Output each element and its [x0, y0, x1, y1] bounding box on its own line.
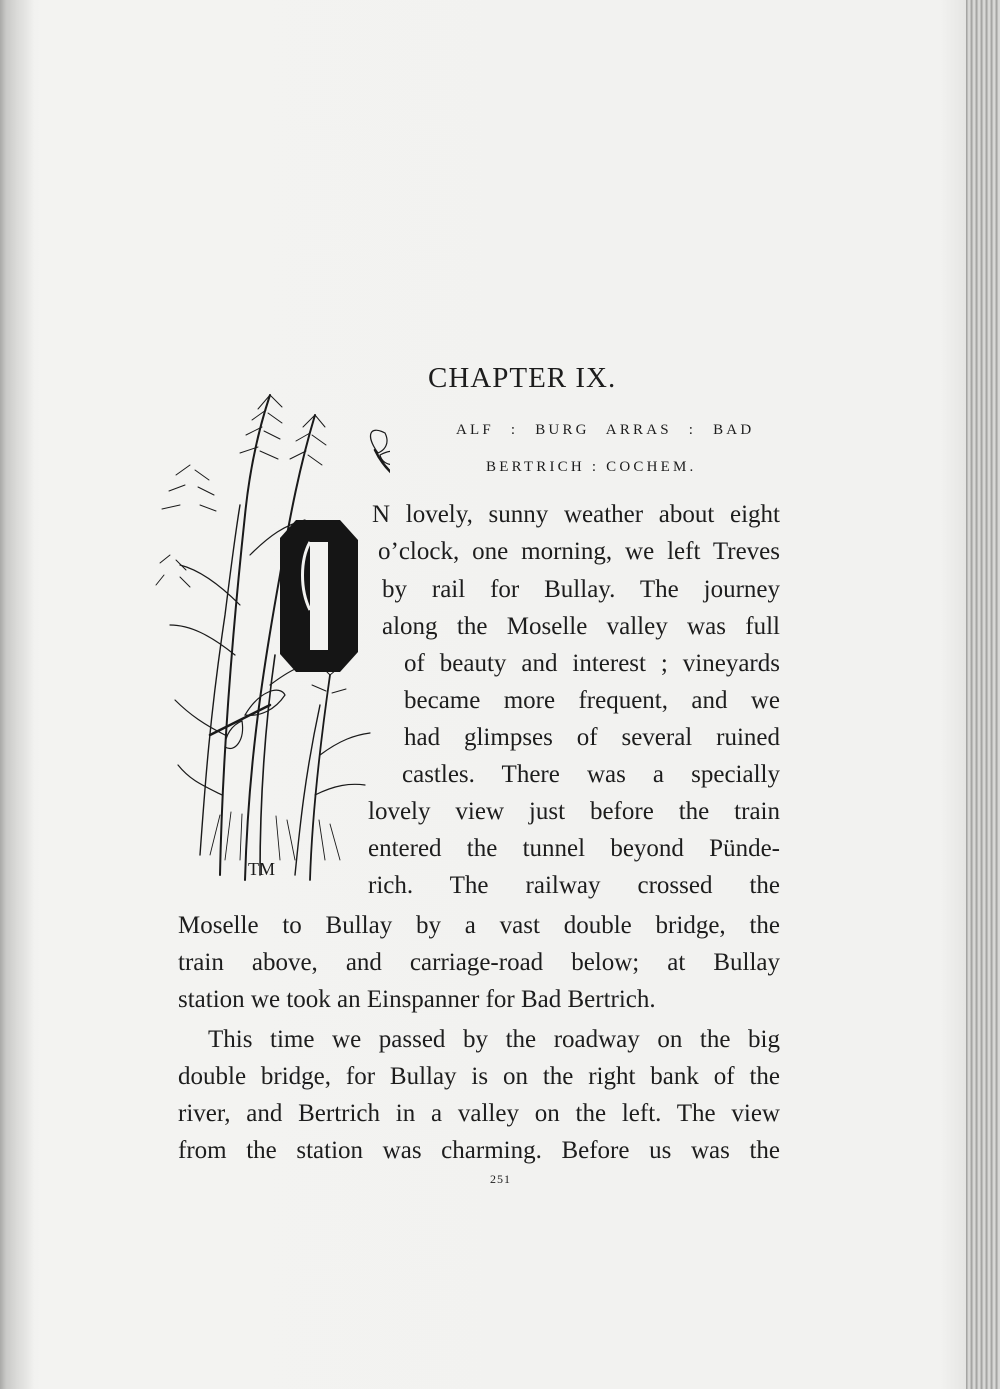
- text-line: entered the tunnel beyond Pünde-: [368, 835, 780, 862]
- text-line: station we took an Einspanner for Bad Bertrich.: [178, 986, 656, 1013]
- text-line: of beauty and interest ; vineyards: [404, 650, 780, 677]
- text-line: rich. The railway crossed the: [368, 872, 780, 899]
- text-line: train above, and carriage-road below; at Bullay: [178, 949, 780, 976]
- chapter-subtitle-line-2: BERTRICH : COCHEM.: [486, 459, 697, 475]
- text-line: river, and Bertrich in a valley on the left. The view: [178, 1100, 780, 1127]
- text-line: lovely view just before the train: [368, 798, 780, 825]
- text-line: from the station was charming. Before us was the: [178, 1137, 780, 1164]
- artist-signature: TM: [248, 859, 275, 879]
- page-edges: [966, 0, 1000, 1389]
- text-line: This time we passed by the roadway on the big: [208, 1026, 780, 1053]
- text-line: N lovely, sunny weather about eight: [372, 501, 780, 528]
- chapter-title: CHAPTER IX.: [428, 362, 617, 394]
- text-line: by rail for Bullay. The journey: [382, 576, 780, 603]
- text-line: o’clock, one morning, we left Treves: [378, 538, 780, 565]
- chapter-subtitle-line-1: ALF : BURG ARRAS : BAD: [456, 422, 755, 438]
- text-line: along the Moselle valley was full: [382, 613, 780, 640]
- text-line: had glimpses of several ruined: [404, 724, 780, 751]
- page-number: 251: [490, 1172, 511, 1186]
- page-gutter: [0, 0, 34, 1389]
- text-line: Moselle to Bullay by a vast double bridge, the: [178, 912, 780, 939]
- text-line: became more frequent, and we: [404, 687, 780, 714]
- drop-cap-i-icon: [270, 520, 358, 672]
- text-line: castles. There was a specially: [402, 761, 780, 788]
- text-line: double bridge, for Bullay is on the right bank of the: [178, 1063, 780, 1090]
